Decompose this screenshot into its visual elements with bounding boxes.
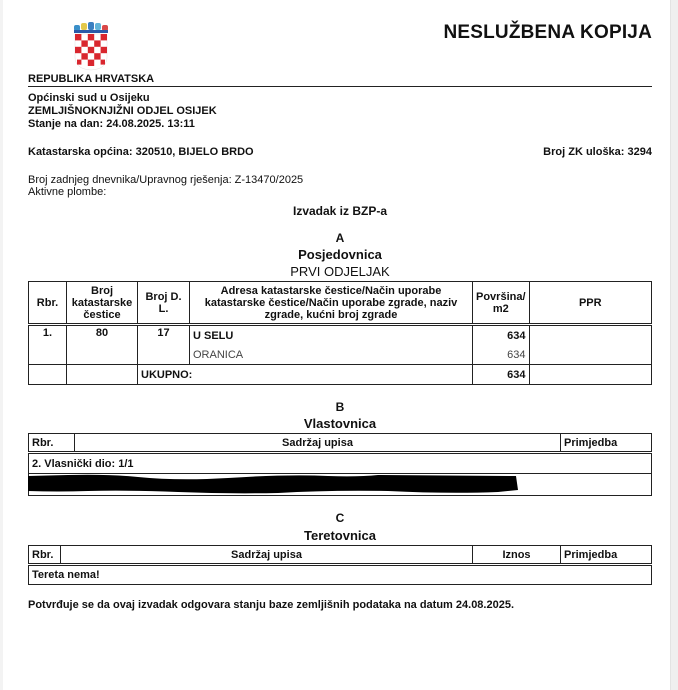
cell-povrsina: 634 (473, 345, 530, 365)
total-row (29, 365, 652, 385)
col-ppr: PPR (529, 282, 651, 325)
cell-ppr (529, 325, 651, 365)
cell-rbr: 1. (29, 325, 67, 365)
document-title: Izvadak iz BZP-a (292, 204, 388, 218)
cell-adresa: ORANICA (190, 345, 473, 365)
zk-number: Broj ZK uloška: 3294 (543, 146, 652, 158)
col-rbr: Rbr. (29, 546, 61, 565)
table-header-row (29, 282, 652, 325)
cell-dl: 17 (138, 325, 190, 365)
section-a-subtitle: PRVI ODJELJAK (290, 264, 390, 279)
section-b-title: Vlastovnica (303, 416, 377, 431)
court-name: Općinski sud u Osijeku (28, 92, 150, 104)
header-divider (28, 86, 652, 87)
col-iznos: Iznos (473, 546, 561, 565)
redaction-mark (28, 474, 518, 494)
col-rbr: Rbr. (29, 282, 67, 325)
scrollbar-track[interactable] (670, 0, 678, 690)
ownership-share: 2. Vlasnički dio: 1/1 (29, 453, 652, 474)
last-diary-number: Broj zadnjeg dnevnika/Upravnog rješenja: Z-13470/2025 (28, 174, 304, 186)
section-c-title: Teretovnica (303, 528, 376, 543)
table-row (29, 453, 652, 474)
cell-povrsina: 634 (473, 325, 530, 346)
col-cestica: Broj katastarske čestice (67, 282, 138, 325)
no-encumbrances: Tereta nema! (29, 565, 652, 585)
table-row (29, 325, 652, 346)
croatian-coat-of-arms-icon (73, 21, 109, 71)
col-dl: Broj D. L. (138, 282, 190, 325)
col-sadrzaj: Sadržaj upisa (75, 434, 561, 453)
col-sadrzaj: Sadržaj upisa (61, 546, 473, 565)
section-a-title: Posjedovnica (298, 247, 382, 262)
col-primjedba: Primjedba (561, 434, 652, 453)
col-primjedba: Primjedba (561, 546, 652, 565)
department-name: ZEMLJIŠNOKNJIŽNI ODJEL OSIJEK (28, 105, 217, 117)
unofficial-copy-title: NESLUŽBENA KOPIJA (443, 22, 652, 43)
confirmation-text: Potvrđuje se da ovaj izvadak odgovara stanju baze zemljišnih podataka na datum 24.08.2025. (28, 599, 515, 611)
court-info (28, 92, 217, 131)
cell-cestica: 80 (67, 325, 138, 365)
total-label: UKUPNO: (138, 365, 473, 385)
cadastral-municipality: Katastarska općina: 320510, BIJELO BRDO (28, 146, 254, 158)
col-povrsina: Površina/ m2 (473, 282, 530, 325)
state-date: Stanje na dan: 24.08.2025. 13:11 (28, 118, 195, 130)
section-b-letter: B (335, 400, 345, 414)
section-c-letter: C (335, 511, 345, 525)
country-name: REPUBLIKA HRVATSKA (28, 73, 155, 85)
section-a-letter: A (335, 231, 345, 245)
table-header-row (29, 434, 652, 453)
diary-info (28, 174, 303, 198)
total-value: 634 (473, 365, 530, 385)
col-adresa: Adresa katastarske čestice/Način uporabe katastarske čestice/Način uporabe zgrade, naziv zgrade, kućni broj zgrade (190, 282, 473, 325)
table-header-row (29, 546, 652, 565)
cell-adresa: U SELU (190, 325, 473, 346)
col-rbr: Rbr. (29, 434, 75, 453)
page-left-edge (0, 0, 3, 690)
possession-table (28, 281, 652, 385)
encumbrance-table (28, 545, 652, 585)
table-row (29, 565, 652, 585)
active-seals: Aktivne plombe: (28, 186, 107, 198)
